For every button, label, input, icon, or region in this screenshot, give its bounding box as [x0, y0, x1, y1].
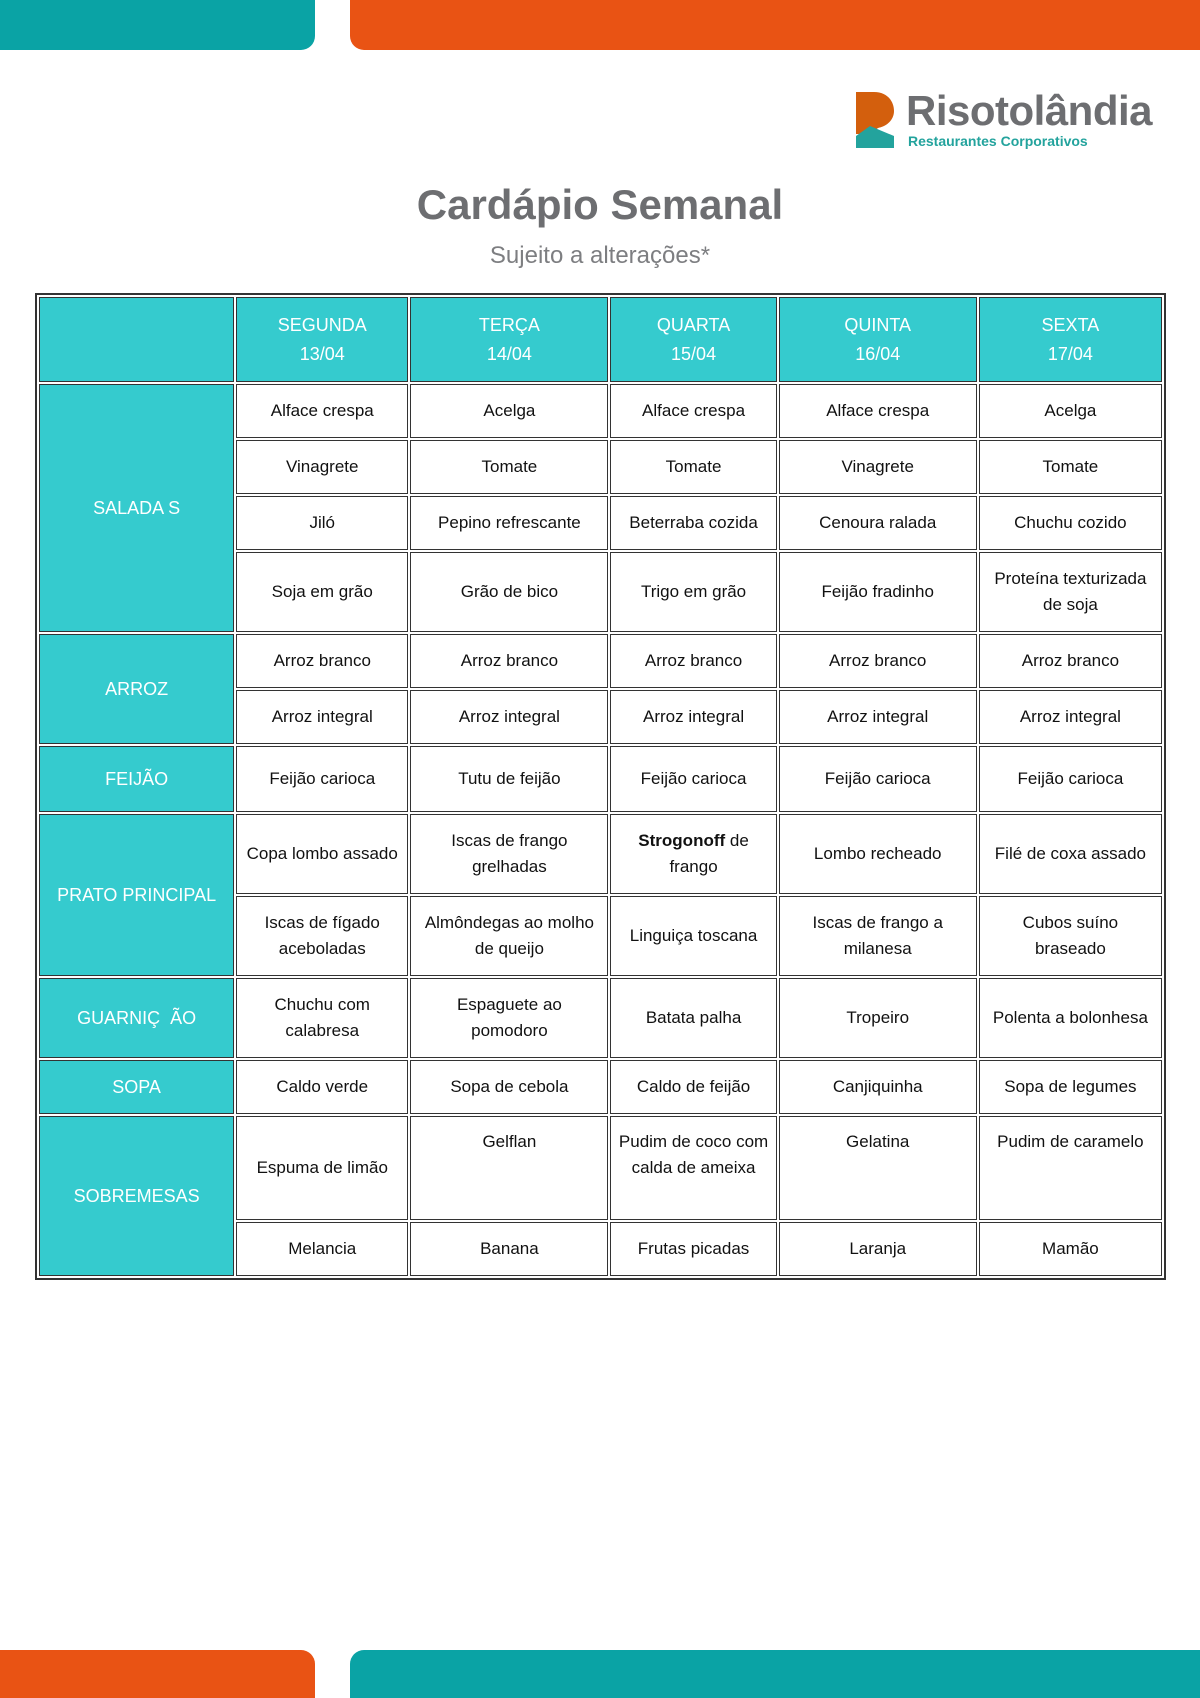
menu-cell: Iscas de frango grelhadas — [410, 814, 608, 894]
bottom-right-decor-bar — [350, 1650, 1200, 1698]
menu-cell: Jiló — [236, 496, 408, 550]
menu-cell: Gelflan — [410, 1116, 608, 1220]
menu-cell: Arroz branco — [779, 634, 977, 688]
day-name: QUARTA — [656, 314, 731, 335]
menu-cell: Pudim de coco com calda de ameixa — [610, 1116, 776, 1220]
menu-cell: Espuma de limão — [236, 1116, 408, 1220]
category-sobremesas: SOBREMESAS — [39, 1116, 234, 1276]
menu-cell: Almôndegas ao molho de queijo — [410, 896, 608, 976]
day-date: 14/04 — [486, 343, 532, 364]
menu-cell: Vinagrete — [236, 440, 408, 494]
menu-cell: Chuchu cozido — [979, 496, 1162, 550]
menu-cell: Cenoura ralada — [779, 496, 977, 550]
category-salada: SALADA S — [39, 384, 234, 632]
category-arroz: ARROZ — [39, 634, 234, 744]
header-day-wednesday — [610, 297, 776, 382]
category-guarnicao: GUARNIÇ ÃO — [39, 978, 234, 1058]
day-name: QUINTA — [844, 314, 912, 335]
brand-name: Risotolândia — [906, 87, 1153, 134]
header-corner-cell — [39, 297, 234, 382]
top-right-decor-bar — [350, 0, 1200, 50]
menu-cell: Cubos suíno braseado — [979, 896, 1162, 976]
category-feijao: FEIJÃO — [39, 746, 234, 812]
menu-cell-rest: de frango — [669, 831, 749, 876]
menu-cell: Iscas de frango a milanesa — [779, 896, 977, 976]
top-left-decor-bar — [0, 0, 315, 50]
menu-cell: Caldo verde — [236, 1060, 408, 1114]
page-title: Cardápio Semanal — [416, 181, 784, 228]
header-day-thursday — [779, 297, 977, 382]
menu-cell: Arroz branco — [979, 634, 1162, 688]
menu-cell: Feijão fradinho — [779, 552, 977, 632]
menu-cell: Mamão — [979, 1222, 1162, 1276]
menu-cell: Arroz integral — [610, 690, 776, 744]
table-row-sobremesa-1 — [39, 1116, 1162, 1220]
day-date: 15/04 — [671, 343, 717, 364]
menu-cell-strong: Strogonoff — [638, 831, 726, 850]
menu-cell: Sopa de cebola — [410, 1060, 608, 1114]
table-row-feijao — [39, 746, 1162, 812]
menu-cell: Melancia — [236, 1222, 408, 1276]
menu-cell: Arroz integral — [236, 690, 408, 744]
menu-cell: Arroz branco — [410, 634, 608, 688]
menu-cell: Tomate — [410, 440, 608, 494]
menu-cell: Pepino refrescante — [410, 496, 608, 550]
menu-cell: Chuchu com calabresa — [236, 978, 408, 1058]
menu-cell: Arroz integral — [979, 690, 1162, 744]
menu-cell: Canjiquinha — [779, 1060, 977, 1114]
brand-logo — [854, 86, 1174, 152]
header-day-monday — [236, 297, 408, 382]
table-row-arroz-1 — [39, 634, 1162, 688]
menu-cell: Espaguete ao pomodoro — [410, 978, 608, 1058]
menu-cell: Tomate — [979, 440, 1162, 494]
category-sopa: SOPA — [39, 1060, 234, 1114]
menu-cell: Copa lombo assado — [236, 814, 408, 894]
header-row — [39, 297, 1162, 382]
menu-cell: Gelatina — [779, 1116, 977, 1220]
menu-cell: Frutas picadas — [610, 1222, 776, 1276]
menu-cell: Feijão carioca — [610, 746, 776, 812]
menu-cell: Alface crespa — [236, 384, 408, 438]
day-date: 17/04 — [1047, 343, 1093, 364]
menu-cell: Filé de coxa assado — [979, 814, 1162, 894]
menu-cell: Banana — [410, 1222, 608, 1276]
day-date: 16/04 — [855, 343, 901, 364]
menu-cell: Arroz branco — [236, 634, 408, 688]
day-name: SEGUNDA — [277, 314, 367, 335]
menu-cell: Pudim de caramelo — [979, 1116, 1162, 1220]
menu-cell: Lombo recheado — [779, 814, 977, 894]
menu-cell: Caldo de feijão — [610, 1060, 776, 1114]
brand-tagline: Restaurantes Corporativos — [908, 133, 1088, 149]
menu-cell: Proteína texturizada de soja — [979, 552, 1162, 632]
menu-cell: Feijão carioca — [236, 746, 408, 812]
menu-cell: Tutu de feijão — [410, 746, 608, 812]
table-row-prato-1 — [39, 814, 1162, 894]
table-row-sopa — [39, 1060, 1162, 1114]
table-row-salada-1 — [39, 384, 1162, 438]
menu-cell: Grão de bico — [410, 552, 608, 632]
page-subtitle: Sujeito a alterações* — [489, 242, 711, 269]
menu-cell: Beterraba cozida — [610, 496, 776, 550]
menu-cell: Iscas de fígado aceboladas — [236, 896, 408, 976]
header-day-friday — [979, 297, 1162, 382]
menu-cell: Alface crespa — [610, 384, 776, 438]
menu-cell: Acelga — [410, 384, 608, 438]
day-date: 13/04 — [299, 343, 345, 364]
menu-cell: Trigo em grão — [610, 552, 776, 632]
menu-cell: Feijão carioca — [979, 746, 1162, 812]
menu-cell: Sopa de legumes — [979, 1060, 1162, 1114]
weekly-menu-table — [35, 293, 1166, 1280]
table-row-guarnicao — [39, 978, 1162, 1058]
menu-cell-strogonoff — [610, 814, 776, 894]
menu-cell: Batata palha — [610, 978, 776, 1058]
menu-cell: Arroz branco — [610, 634, 776, 688]
menu-cell: Polenta a bolonhesa — [979, 978, 1162, 1058]
category-prato-principal: PRATO PRINCIPAL — [39, 814, 234, 976]
menu-cell: Tomate — [610, 440, 776, 494]
menu-cell: Vinagrete — [779, 440, 977, 494]
header-day-tuesday — [410, 297, 608, 382]
menu-cell: Laranja — [779, 1222, 977, 1276]
day-name: SEXTA — [1041, 314, 1100, 335]
menu-cell: Linguiça toscana — [610, 896, 776, 976]
brand-logo-icon — [854, 90, 896, 148]
menu-cell: Tropeiro — [779, 978, 977, 1058]
menu-cell: Acelga — [979, 384, 1162, 438]
menu-cell: Arroz integral — [779, 690, 977, 744]
menu-cell: Soja em grão — [236, 552, 408, 632]
bottom-left-decor-bar — [0, 1650, 315, 1698]
menu-cell: Arroz integral — [410, 690, 608, 744]
menu-cell: Alface crespa — [779, 384, 977, 438]
day-name: TERÇA — [478, 314, 540, 335]
menu-cell: Feijão carioca — [779, 746, 977, 812]
